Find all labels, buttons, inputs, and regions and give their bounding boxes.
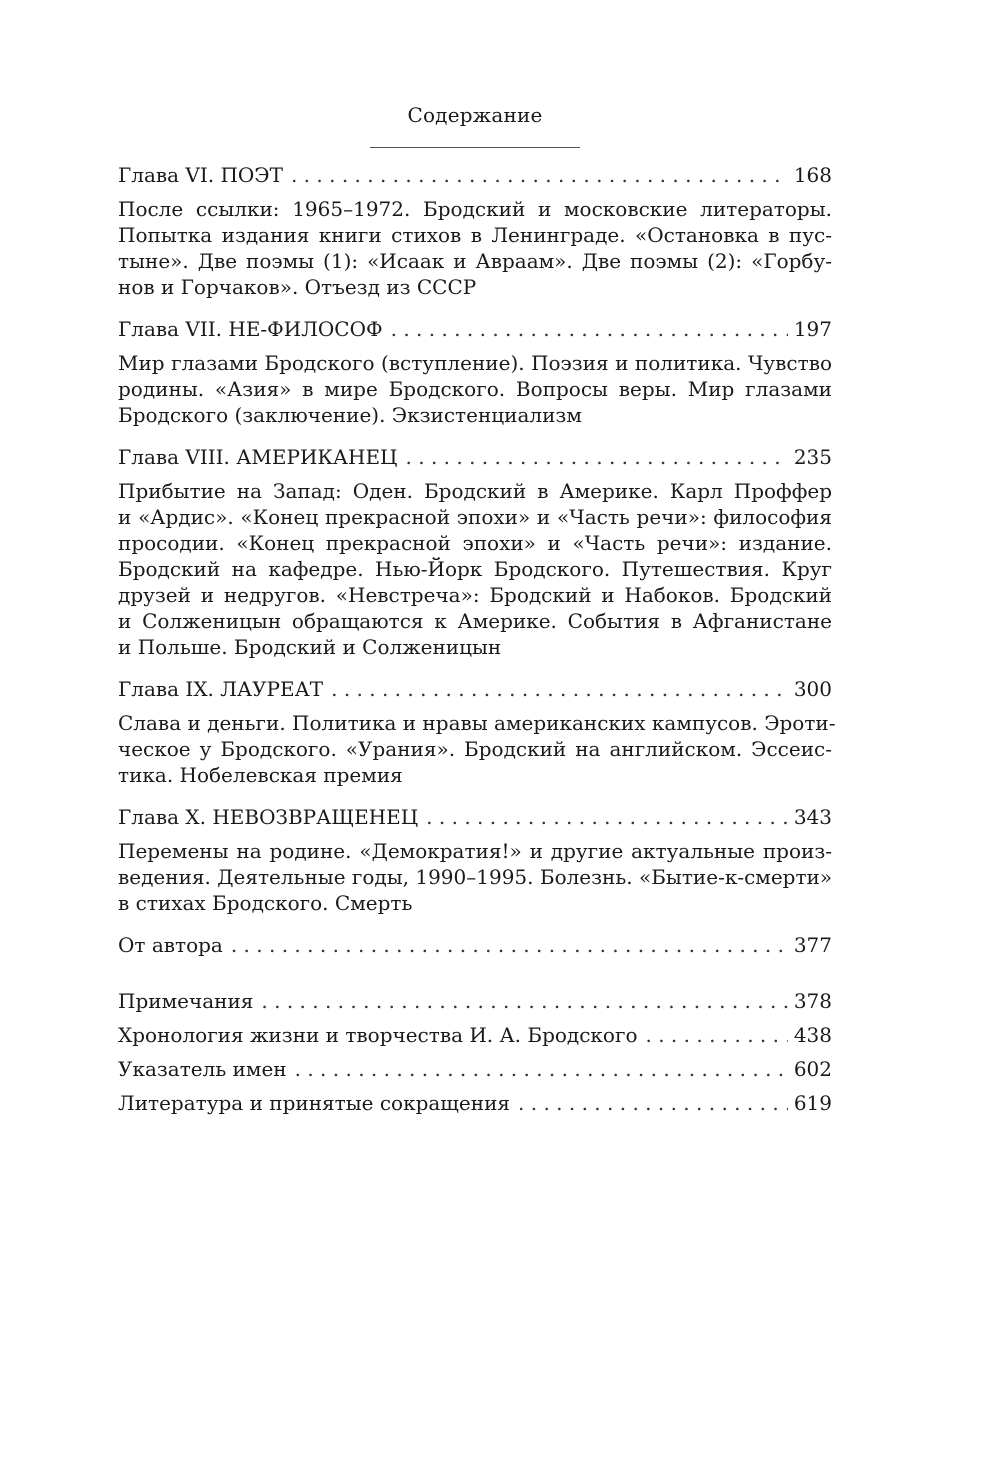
- dot-leader: [331, 676, 788, 702]
- description-line: Слава и деньги. Политика и нравы американских кампусов. Эроти-: [118, 711, 836, 735]
- description-line: и Польше. Бродский и Солженицын: [118, 635, 502, 659]
- toc-entry-page: 168: [793, 163, 832, 187]
- toc-entry-page: 619: [793, 1091, 832, 1115]
- description-line: Мир глазами Бродского (вступление). Поэзия и политика. Чувство: [118, 351, 832, 375]
- toc-entry[interactable]: [118, 162, 832, 188]
- toc-entry-title: Глава X. НЕВОЗВРАЩЕНЕЦ: [118, 805, 419, 829]
- toc-entry[interactable]: [118, 1090, 832, 1116]
- description-line: Прибытие на Запад: Оден. Бродский в Америке. Карл Проффер: [118, 479, 832, 503]
- description-line: нов и Горчаков». Отъезд из СССР: [118, 275, 477, 299]
- description-line: Бродского (заключение). Экзистенциализм: [118, 403, 582, 427]
- chapter-description: [118, 196, 832, 300]
- toc-afterword: [118, 932, 832, 958]
- toc-entry-title: Глава IX. ЛАУРЕАТ: [118, 677, 324, 701]
- toc-entry-page: 438: [793, 1023, 832, 1047]
- toc-entry-page: 235: [793, 445, 832, 469]
- description-line: и «Ардис». «Конец прекрасной эпохи» и «Часть речи»: философия: [118, 505, 832, 529]
- toc-entry-title: Указатель имен: [118, 1057, 287, 1081]
- title-divider: [370, 147, 580, 148]
- description-line: тыне». Две поэмы (1): «Исаак и Авраам». Две поэмы (2): «Горбу-: [118, 249, 832, 273]
- dot-leader: [518, 1090, 788, 1116]
- section-gap: [118, 974, 832, 988]
- dot-leader: [261, 988, 787, 1014]
- toc-entry[interactable]: [118, 1022, 832, 1048]
- toc-entry-title: Глава VIII. АМЕРИКАНЕЦ: [118, 445, 398, 469]
- chapter-description: [118, 478, 832, 660]
- dot-leader: [406, 444, 788, 470]
- toc-entry-page: 300: [793, 677, 832, 701]
- toc-entry[interactable]: [118, 676, 832, 702]
- toc-appendix: [118, 988, 832, 1116]
- toc-entry-title: Примечания: [118, 989, 254, 1013]
- toc-entry[interactable]: [118, 988, 832, 1014]
- toc-entry-page: 377: [793, 933, 832, 957]
- dot-leader: [646, 1022, 788, 1048]
- description-line: После ссылки: 1965–1972. Бродский и московские литераторы.: [118, 197, 832, 221]
- toc-entry-page: 343: [793, 805, 832, 829]
- toc-entry-title: От автора: [118, 933, 223, 957]
- description-line: и Солженицын обращаются к Америке. События в Афганистане: [118, 609, 832, 633]
- dot-leader: [295, 1056, 788, 1082]
- toc-chapter-ix: [118, 676, 836, 788]
- toc-entry-title: Глава VI. ПОЭТ: [118, 163, 283, 187]
- toc-entry-title: Глава VII. НЕ-ФИЛОСОФ: [118, 317, 383, 341]
- description-line: друзей и недругов. «Невстреча»: Бродский и Набоков. Бродский: [118, 583, 832, 607]
- description-line: ческое у Бродского. «Урания». Бродский на английском. Эссеис-: [118, 737, 832, 761]
- description-line: просодии. «Конец прекрасной эпохи» и «Часть речи»: издание.: [118, 531, 832, 555]
- chapter-description: [118, 838, 832, 916]
- description-line: в стихах Бродского. Смерть: [118, 891, 413, 915]
- toc-entry-page: 197: [793, 317, 832, 341]
- toc-entry[interactable]: [118, 316, 832, 342]
- toc-entry-title: Хронология жизни и творчества И. А. Бродского: [118, 1023, 638, 1047]
- toc-entry-page: 602: [793, 1057, 832, 1081]
- dot-leader: [291, 162, 788, 188]
- chapter-description: [118, 710, 836, 788]
- toc-entry[interactable]: [118, 1056, 832, 1082]
- toc-entry[interactable]: [118, 932, 832, 958]
- description-line: Попытка издания книги стихов в Ленинграде. «Остановка в пус-: [118, 223, 832, 247]
- description-line: Перемены на родине. «Демократия!» и другие актуальные произ-: [118, 839, 832, 863]
- toc-entry-title: Литература и принятые сокращения: [118, 1091, 511, 1115]
- toc-entry[interactable]: [118, 444, 832, 470]
- toc-chapter-viii: [118, 444, 832, 660]
- chapter-description: [118, 350, 832, 428]
- toc-page: [118, 100, 836, 1124]
- description-line: тика. Нобелевская премия: [118, 763, 403, 787]
- toc-chapter-x: [118, 804, 832, 916]
- toc-entry-page: 378: [793, 989, 832, 1013]
- toc-entry[interactable]: [118, 804, 832, 830]
- dot-leader: [391, 316, 788, 342]
- dot-leader: [231, 932, 788, 958]
- page-title: Содержание: [407, 103, 543, 127]
- description-line: ведения. Деятельные годы, 1990–1995. Болезнь. «Бытие-к-смерти»: [118, 865, 833, 889]
- toc-chapter-vii: [118, 316, 832, 428]
- toc-chapter-vi: [118, 162, 832, 300]
- description-line: родины. «Азия» в мире Бродского. Вопросы веры. Мир глазами: [118, 377, 832, 401]
- dot-leader: [426, 804, 788, 830]
- description-line: Бродский на кафедре. Нью-Йорк Бродского. Путешествия. Круг: [118, 557, 832, 581]
